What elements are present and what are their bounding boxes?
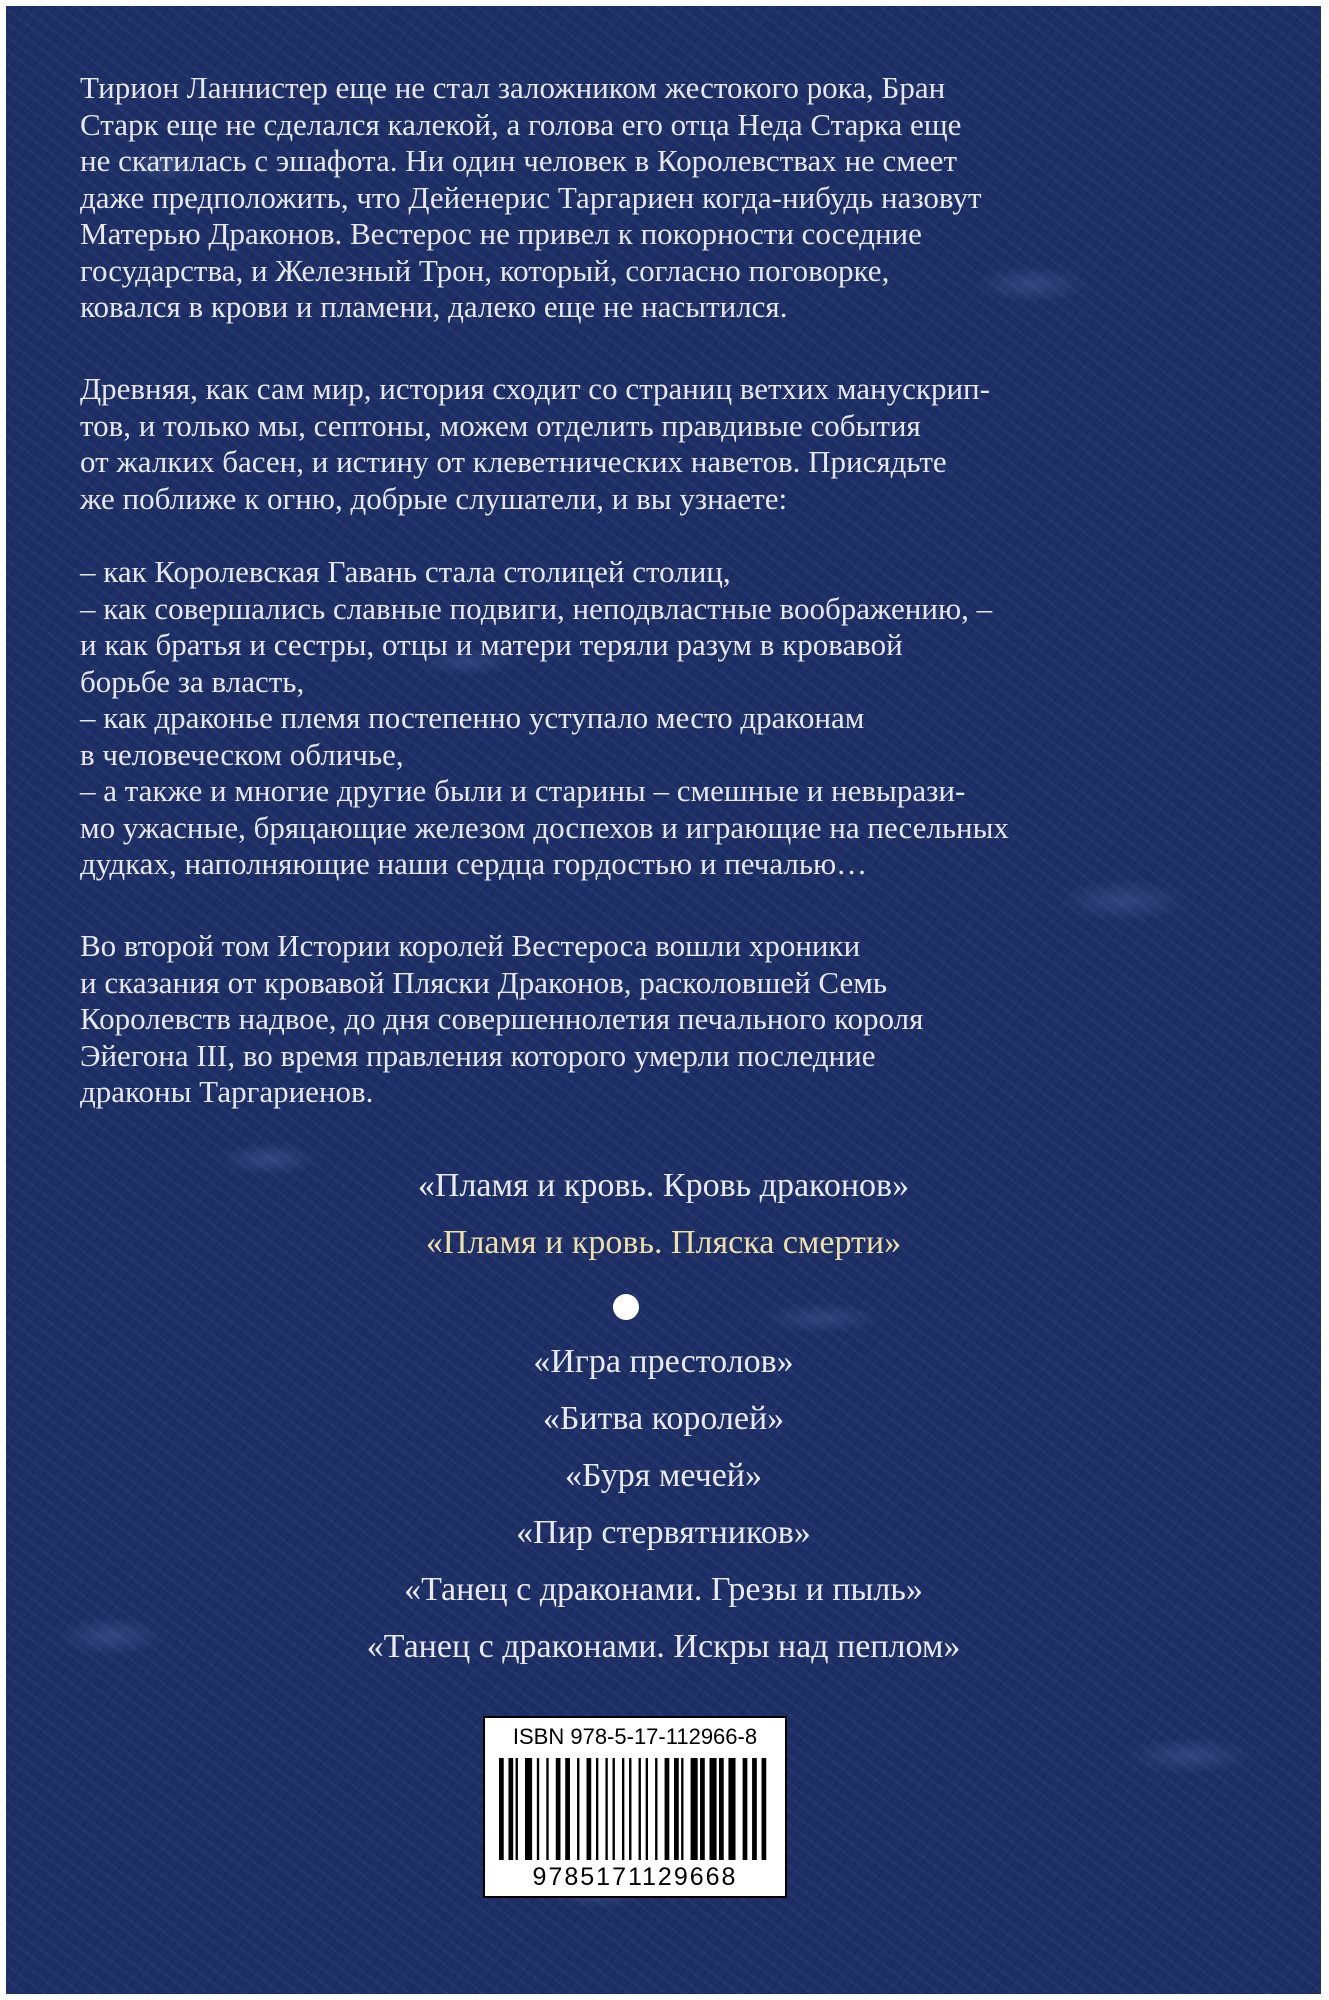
barcode-bar (622, 1758, 624, 1860)
barcode-bar (546, 1758, 548, 1860)
barcode-bar (700, 1758, 705, 1860)
barcode-bar (499, 1758, 504, 1860)
text-line: Старк еще не сделался калекой, а голова его отца Неда Старка еще (80, 106, 962, 142)
text-line: Во второй том Истории королей Вестероса вошли хроники (80, 928, 861, 963)
text-line: государства, и Железный Трон, который, согласно поговорке, (80, 252, 890, 288)
text-line: Древняя, как сам мир, история сходит со страниц ветхих манускрип- (80, 371, 990, 406)
barcode-bar (710, 1758, 717, 1860)
barcode-bar (665, 1758, 670, 1860)
list-line: – а также и многие другие были и старины – смешные и невырази- (80, 773, 966, 808)
barcode-bar (762, 1758, 767, 1860)
annotation-paragraph-4 (80, 928, 1220, 1111)
list-line: борьбе за власть, (80, 663, 305, 699)
text-line: же поближе к огню, добрые слушатели, и вы узнаете: (80, 480, 788, 516)
list-line: мо ужасные, бряцающие железом доспехов и играющие на песельных (80, 809, 1009, 845)
isbn-text: ISBN 978-5-17-112966-8 (512, 1724, 758, 1749)
barcode-bar (605, 1758, 607, 1860)
text-line: драконы Таргариенов. (80, 1074, 374, 1109)
barcode-bar (596, 1758, 598, 1860)
barcode-bar (629, 1758, 631, 1860)
barcode-bar (691, 1758, 698, 1860)
book-title-4: «Пир стервятников» (516, 1514, 811, 1551)
book-title-5: «Танец с драконами. Грезы и пыль» (404, 1571, 923, 1608)
barcode-bar (674, 1758, 679, 1860)
barcode-bar (719, 1758, 724, 1860)
barcode-bar (577, 1758, 579, 1860)
barcode-bar (508, 1758, 513, 1860)
barcode-bar (646, 1758, 648, 1860)
book-title-3: «Буря мечей» (565, 1457, 762, 1494)
annotation-list (80, 554, 1220, 883)
barcode-bar (743, 1758, 748, 1860)
barcode-bar (516, 1758, 518, 1860)
series-title-2: «Пламя и кровь. Пляска смерти» (425, 1224, 902, 1261)
list-line: – как драконье племя постепенно уступало место драконам (80, 700, 865, 735)
text-line: Королевств надвое, до дня совершеннолетия печального короля (80, 1001, 924, 1036)
barcode-digits: 9785171129668 (532, 1863, 738, 1891)
barcode-bar (525, 1758, 532, 1860)
list-line: и как братья и сестры, отцы и матери теряли разум в кровавой (80, 627, 903, 662)
barcode-bar (728, 1758, 735, 1860)
barcode-bar (681, 1758, 683, 1860)
list-line: – как Королевская Гавань стала столицей столиц, (80, 554, 731, 589)
list-line: – как совершались славные подвиги, неподвластные воображению, – (80, 590, 993, 626)
bullet-separator (613, 1294, 639, 1320)
text-line: не скатилась с эшафота. Ни один человек в Королевствах не смеет (80, 143, 957, 178)
book-title-6: «Танец с драконами. Искры над пеплом» (366, 1628, 961, 1665)
barcode-bar (752, 1758, 757, 1860)
list-line: в человеческом обличье, (80, 736, 404, 772)
text-line: даже предположить, что Дейенерис Таргариен когда-нибудь назовут (80, 179, 982, 215)
barcode-bar (587, 1758, 592, 1860)
text-line: тов, и только мы, септоны, можем отделить правдивые события (80, 407, 921, 443)
back-cover (6, 6, 1321, 1994)
text-line: и сказания от кровавой Пляски Драконов, расколовшей Семь (80, 964, 887, 1000)
annotation-paragraph-2 (80, 371, 1220, 517)
book-title-1: «Игра престолов» (533, 1343, 794, 1380)
barcode-label (483, 1716, 787, 1898)
barcode-bar (639, 1758, 641, 1860)
barcode-bar (655, 1758, 657, 1860)
barcode-bar (565, 1758, 570, 1860)
barcode-bar (537, 1758, 539, 1860)
text-line: Матерью Драконов. Вестерос не привел к покорности соседние (80, 216, 922, 251)
text-line: от жалких басен, и истину от клеветнических наветов. Присядьте (80, 444, 947, 479)
text-line: Эйегона III, во время правления которого умерли последние (80, 1037, 876, 1073)
series-title-1: «Пламя и кровь. Кровь драконов» (417, 1167, 910, 1204)
barcode-bar (556, 1758, 561, 1860)
barcode-bars (499, 1758, 771, 1860)
annotation-paragraph-1 (80, 70, 1220, 326)
text-line: Тирион Ланнистер еще не стал заложником жестокого рока, Бран (80, 70, 946, 105)
list-line: дудках, наполняющие наши сердца гордостью и печалью… (80, 846, 868, 881)
barcode-bar (613, 1758, 615, 1860)
book-title-2: «Битва королей» (542, 1400, 785, 1437)
text-line: ковался в крови и пламени, далеко еще не насытился. (80, 289, 788, 324)
